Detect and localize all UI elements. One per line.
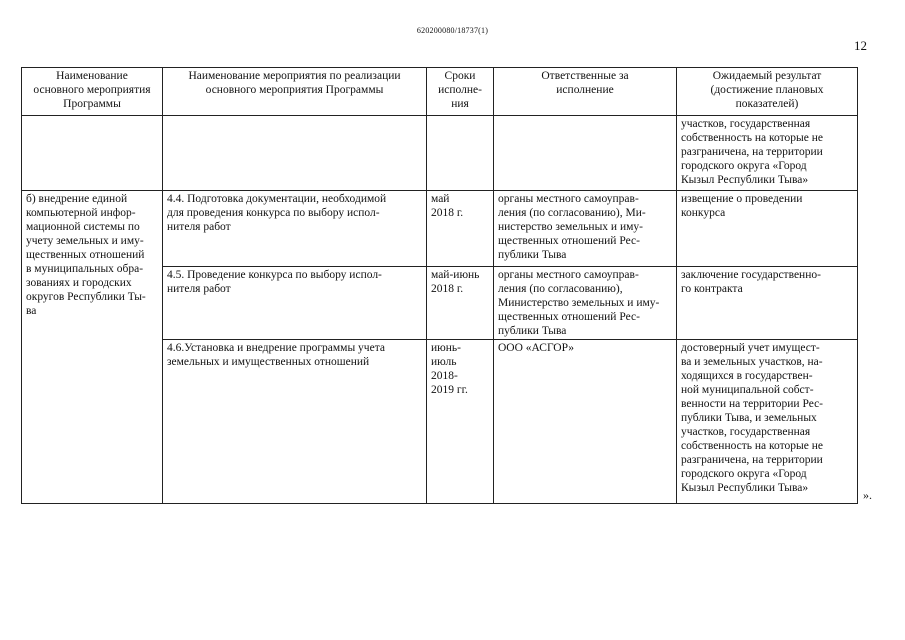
closing-quote: ». (863, 488, 872, 502)
cell-responsible: ООО «АСГОР» (494, 340, 677, 504)
table-row-continuation (22, 116, 858, 191)
page-number: 12 (854, 38, 867, 53)
cell-empty (494, 116, 677, 191)
cell-result: заключение государственно- го контракта (677, 267, 858, 340)
cell-result: извещение о проведении конкурса (677, 191, 858, 267)
cell-result: участков, государственная собственность на которые не разграничена, на территории городского округа «Город Кызыл Республики Тыва» (677, 116, 858, 191)
header-main-activity: Наименование основного мероприятия Программы (22, 68, 163, 116)
header-responsible: Ответственные за исполнение (494, 68, 677, 116)
cell-empty (163, 116, 427, 191)
cell-activity: 4.6.Установка и внедрение программы учета земельных и имущественных отношений (163, 340, 427, 504)
program-table (21, 67, 858, 504)
header-activity: Наименование мероприятия по реализации основного мероприятия Программы (163, 68, 427, 116)
cell-main-activity: б) внедрение единой компьютерной инфор- мационной системы по учету земельных и иму- щественных отношений в муниципальных обра- зованиях и городских округов Республики Ты- ва (22, 191, 163, 504)
cell-responsible: органы местного самоуправ- ления (по согласованию), Министерство земельных и иму- щественных отношений Рес- публики Тыва (494, 267, 677, 340)
cell-empty (22, 116, 163, 191)
header-result: Ожидаемый результат (достижение плановых показателей) (677, 68, 858, 116)
table-header-row (22, 68, 858, 116)
document-id: 620200080/18737(1) (416, 26, 489, 35)
cell-period: июнь- июль 2018- 2019 гг. (427, 340, 494, 504)
cell-result: достоверный учет имущест- ва и земельных участков, на- ходящихся в государствен- ной муниципальной собст- венности на территории Рес- публики Тыва, и земельных участков, государственная собственность на которые не разграничена, на территории городского округа «Город Кызыл Республики Тыва» (677, 340, 858, 504)
cell-period: май 2018 г. (427, 191, 494, 267)
cell-activity: 4.4. Подготовка документации, необходимой для проведения конкурса по выбору испол- нителя работ (163, 191, 427, 267)
cell-activity: 4.5. Проведение конкурса по выбору испол- нителя работ (163, 267, 427, 340)
cell-empty (427, 116, 494, 191)
cell-period: май-июнь 2018 г. (427, 267, 494, 340)
table-row (22, 191, 858, 267)
header-period: Сроки исполне- ния (427, 68, 494, 116)
cell-responsible: органы местного самоуправ- ления (по согласованию), Ми- нистерство земельных и иму- щественных отношений Рес- публики Тыва (494, 191, 677, 267)
